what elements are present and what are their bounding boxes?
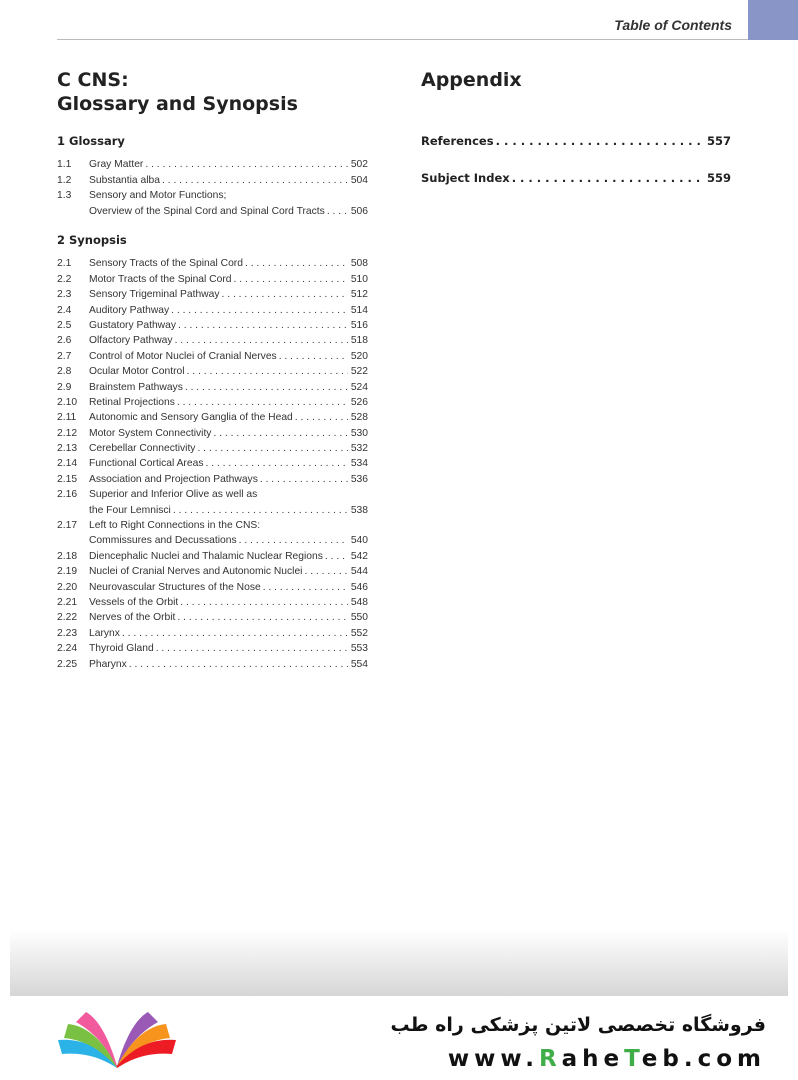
header-rule: [57, 39, 748, 40]
entry-number: 2.14: [57, 458, 78, 470]
glossary-heading: 1 Glossary: [57, 134, 125, 148]
toc-entry[interactable]: [57, 546, 368, 561]
entry-number: 2.22: [57, 612, 78, 624]
entry-title: Auditory Pathway: [89, 304, 170, 316]
toc-entry[interactable]: [57, 201, 368, 216]
dot-leader: [263, 582, 348, 593]
entry-page: 548: [350, 596, 368, 608]
entry-page: 546: [350, 581, 368, 593]
toc-entry[interactable]: [57, 155, 368, 170]
entry-page: 516: [350, 319, 368, 331]
toc-entry[interactable]: [57, 577, 368, 592]
url-letter-t: T: [624, 1046, 642, 1072]
entry-page: 552: [350, 627, 368, 639]
running-header-title: Table of Contents: [614, 17, 732, 33]
entry-page: 542: [350, 550, 368, 562]
entry-title: Cerebellar Connectivity: [89, 443, 196, 455]
entry-page: 506: [350, 205, 368, 217]
toc-entry[interactable]: [57, 654, 368, 669]
url-prefix: www.: [447, 1046, 539, 1072]
dot-leader: [325, 551, 348, 562]
dot-leader: [122, 628, 348, 639]
entry-page: 522: [350, 366, 368, 378]
entry-number: 2.6: [57, 335, 72, 347]
dot-leader: [304, 566, 348, 577]
entry-title: Vessels of the Orbit: [89, 596, 179, 608]
glossary-list: [57, 155, 368, 217]
dot-leader: [162, 175, 348, 186]
entry-page: 520: [350, 350, 368, 362]
toc-entry[interactable]: [57, 316, 368, 331]
url-mid2: eb.com: [641, 1046, 766, 1072]
entry-title: Neurovascular Structures of the Nose: [89, 581, 261, 593]
entry-page: 530: [350, 427, 368, 439]
entry-number: 2.19: [57, 566, 78, 578]
entry-title: Thyroid Gland: [89, 643, 154, 655]
dot-leader: [245, 258, 348, 269]
toc-entry[interactable]: [57, 500, 368, 515]
dot-leader: [173, 505, 348, 516]
entry-title: Association and Projection Pathways: [89, 473, 258, 485]
entry-number: 2.13: [57, 443, 78, 455]
dot-leader: [222, 289, 349, 300]
dot-leader: [496, 134, 705, 148]
dot-leader: [156, 643, 348, 654]
dot-leader: [234, 274, 348, 285]
entry-number: 2.2: [57, 273, 72, 285]
toc-entry[interactable]: [57, 639, 368, 654]
entry-page: 550: [350, 612, 368, 624]
toc-entry[interactable]: [57, 562, 368, 577]
entry-page: 559: [706, 171, 731, 185]
entry-page: 544: [350, 566, 368, 578]
store-name: فروشگاه تخصصی لاتین پزشکی راه طب: [390, 1014, 766, 1036]
entry-page: 526: [350, 396, 368, 408]
toc-entry[interactable]: [57, 254, 368, 269]
entry-number: 2.1: [57, 258, 72, 270]
entry-title: the Four Lemnisci: [89, 504, 171, 516]
entry-page: 510: [350, 273, 368, 285]
entry-title: Retinal Projections: [89, 396, 175, 408]
toc-entry[interactable]: [57, 531, 368, 546]
entry-title: Motor System Connectivity: [89, 427, 212, 439]
entry-number: 2.16: [57, 489, 78, 501]
entry-title: Sensory and Motor Functions;: [89, 190, 227, 202]
dot-leader: [180, 597, 348, 608]
toc-entry[interactable]: [57, 423, 368, 438]
toc-entry[interactable]: [57, 454, 368, 469]
entry-title: Olfactory Pathway: [89, 335, 173, 347]
open-book-logo-icon: [54, 1008, 180, 1074]
dot-leader: [187, 366, 348, 377]
toc-entry[interactable]: [57, 300, 368, 315]
entry-number: 2.25: [57, 658, 78, 670]
entry-title: Left to Right Connections in the CNS:: [89, 520, 261, 532]
entry-page: 518: [350, 335, 368, 347]
footer-shadow-band: [10, 930, 788, 996]
toc-entry[interactable]: [57, 593, 368, 608]
entry-title: Gustatory Pathway: [89, 319, 176, 331]
toc-entry[interactable]: [57, 170, 368, 185]
toc-entry[interactable]: [57, 439, 368, 454]
toc-entry[interactable]: [57, 485, 368, 500]
part-title: [57, 68, 298, 116]
toc-entry[interactable]: [57, 516, 368, 531]
entry-number: 2.24: [57, 643, 78, 655]
dot-leader: [512, 171, 705, 185]
entry-title: Substantia alba: [89, 174, 160, 186]
entry-title: Overview of the Spinal Cord and Spinal Cord Tracts: [89, 205, 325, 217]
synopsis-heading: 2 Synopsis: [57, 233, 127, 247]
entry-number: 2.23: [57, 627, 78, 639]
entry-title: Functional Cortical Areas: [89, 458, 204, 470]
dot-leader: [260, 474, 348, 485]
entry-number: 2.15: [57, 473, 78, 485]
entry-number: 2.8: [57, 366, 72, 378]
toc-entry[interactable]: [57, 393, 368, 408]
dot-leader: [129, 659, 348, 670]
entry-number: 1.3: [57, 190, 72, 202]
url-letter-r: R: [538, 1046, 562, 1072]
entry-number: 2.4: [57, 304, 72, 316]
entry-page: 534: [350, 458, 368, 470]
toc-entry[interactable]: [57, 623, 368, 638]
entry-title: Control of Motor Nuclei of Cranial Nerves: [89, 350, 277, 362]
entry-title: Nuclei of Cranial Nerves and Autonomic Nuclei: [89, 566, 303, 578]
toc-entry-subject-index[interactable]: [421, 171, 731, 185]
header-color-tab: [748, 0, 798, 40]
entry-page: 538: [350, 504, 368, 516]
entry-number: 2.21: [57, 596, 78, 608]
dot-leader: [205, 458, 348, 469]
entry-title: Sensory Tracts of the Spinal Cord: [89, 258, 243, 270]
dot-leader: [185, 382, 348, 393]
entry-page: 554: [350, 658, 368, 670]
entry-number: 2.20: [57, 581, 78, 593]
entry-title: Larynx: [89, 627, 120, 639]
toc-entry[interactable]: [57, 469, 368, 484]
entry-title: Gray Matter: [89, 159, 144, 171]
entry-title: Diencephalic Nuclei and Thalamic Nuclear Regions: [89, 550, 323, 562]
entry-page: 512: [350, 289, 368, 301]
entry-title: Subject Index: [421, 171, 510, 185]
entry-page: 540: [350, 535, 368, 547]
entry-page: 524: [350, 381, 368, 393]
entry-number: 2.7: [57, 350, 72, 362]
toc-entry-references[interactable]: [421, 134, 731, 148]
dot-leader: [178, 320, 348, 331]
toc-entry[interactable]: [57, 186, 368, 201]
toc-entry[interactable]: [57, 269, 368, 284]
entry-page: 504: [350, 174, 368, 186]
entry-page: 532: [350, 443, 368, 455]
entry-title: Nerves of the Orbit: [89, 612, 176, 624]
store-url[interactable]: [448, 1046, 766, 1072]
entry-page: 508: [350, 258, 368, 270]
entry-number: 2.17: [57, 520, 78, 532]
dot-leader: [171, 305, 348, 316]
entry-number: 1.2: [57, 174, 72, 186]
toc-entry[interactable]: [57, 362, 368, 377]
toc-entry[interactable]: [57, 331, 368, 346]
toc-entry[interactable]: [57, 408, 368, 423]
synopsis-list: [57, 254, 368, 670]
part-title-line1: C CNS:: [57, 69, 129, 91]
entry-number: 2.9: [57, 381, 72, 393]
part-title-line2: Glossary and Synopsis: [57, 93, 298, 115]
dot-leader: [239, 535, 348, 546]
entry-title: Autonomic and Sensory Ganglia of the Head: [89, 412, 293, 424]
entry-page: 502: [350, 159, 368, 171]
entry-title: Ocular Motor Control: [89, 366, 185, 378]
dot-leader: [327, 206, 348, 217]
entry-number: 2.12: [57, 427, 78, 439]
entry-title: Sensory Trigeminal Pathway: [89, 289, 220, 301]
entry-number: 2.11: [57, 412, 77, 424]
dot-leader: [145, 159, 348, 170]
toc-entry[interactable]: [57, 377, 368, 392]
dot-leader: [295, 412, 348, 423]
entry-title: Brainstem Pathways: [89, 381, 183, 393]
entry-number: 2.10: [57, 396, 78, 408]
entry-page: 528: [350, 412, 368, 424]
entry-page: 536: [350, 473, 368, 485]
dot-leader: [177, 612, 348, 623]
entry-number: 2.5: [57, 319, 72, 331]
toc-entry[interactable]: [57, 608, 368, 623]
entry-number: 2.18: [57, 550, 78, 562]
appendix-title: Appendix: [421, 69, 522, 91]
entry-page: 557: [706, 134, 731, 148]
toc-entry[interactable]: [57, 346, 368, 361]
entry-page: 553: [350, 643, 368, 655]
entry-title: Commissures and Decussations: [89, 535, 237, 547]
entry-title: Motor Tracts of the Spinal Cord: [89, 273, 232, 285]
entry-number: 2.3: [57, 289, 72, 301]
dot-leader: [213, 428, 348, 439]
entry-title: Pharynx: [89, 658, 127, 670]
entry-page: 514: [350, 304, 368, 316]
dot-leader: [175, 335, 348, 346]
entry-title: References: [421, 134, 494, 148]
url-mid1: ahe: [561, 1046, 625, 1072]
entry-number: 1.1: [57, 159, 72, 171]
dot-leader: [197, 443, 348, 454]
dot-leader: [279, 351, 348, 362]
entry-title: Superior and Inferior Olive as well as: [89, 489, 258, 501]
toc-entry[interactable]: [57, 285, 368, 300]
dot-leader: [177, 397, 348, 408]
